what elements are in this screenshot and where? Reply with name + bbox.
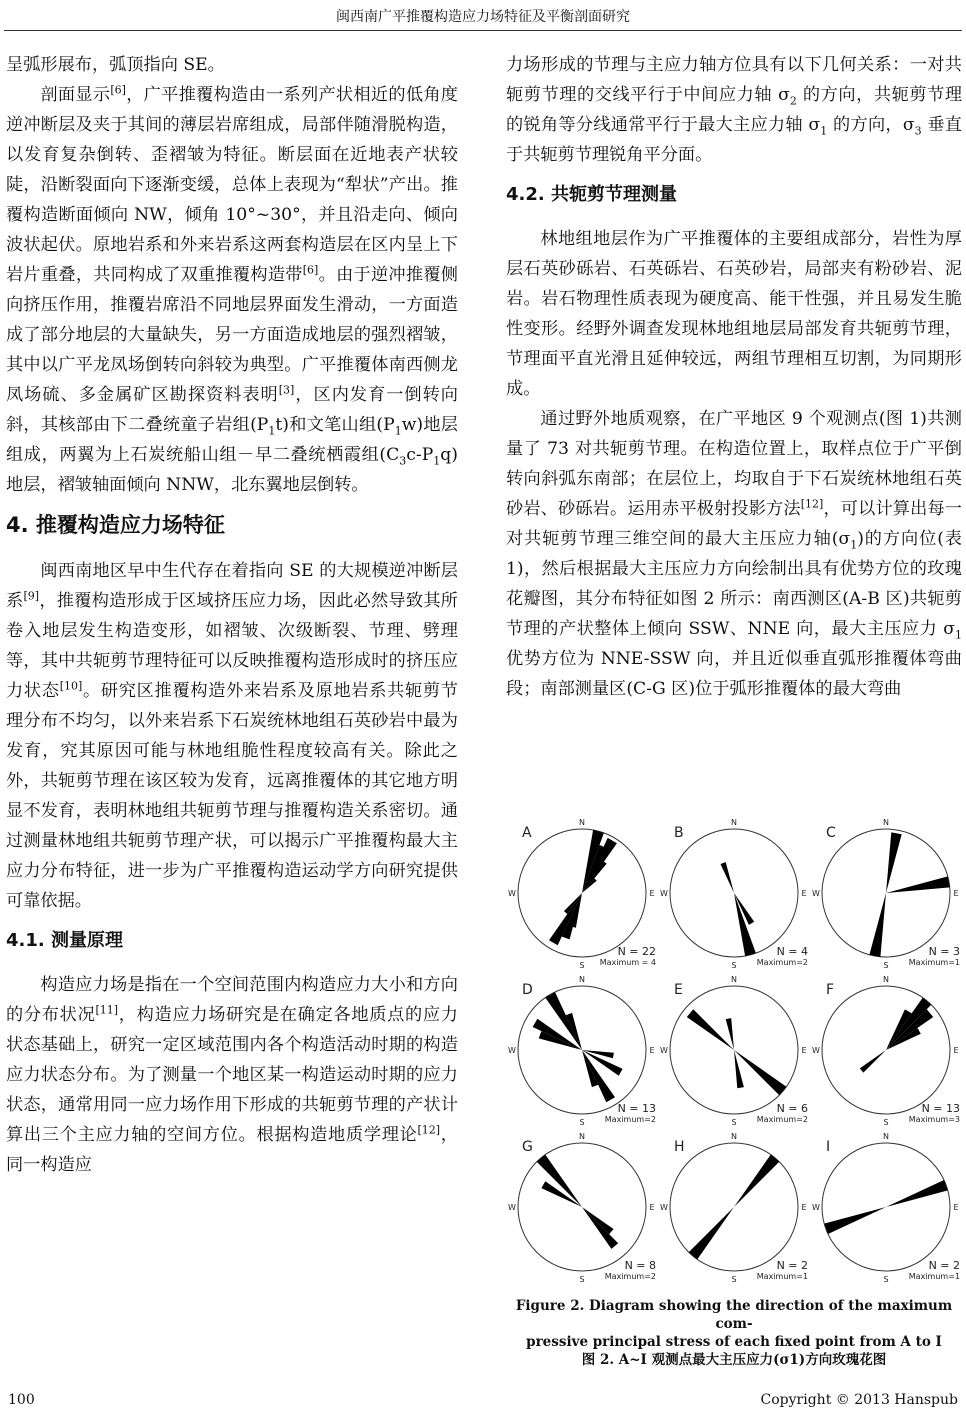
paragraph: 林地组地层作为广平推覆体的主要组成部分，岩性为厚层石英砂砾岩、石英砾岩、石英砂岩，局部夹有粉砂岩、泥岩。岩石物理性质表现为硬度高、能干性强，并且易发生脆性变形。经野外调查发现林地组地层局部发育共轭剪节理，节理面平直光滑且延伸较远，两组节理相互切割，为同期形成。 [506, 229, 962, 399]
west-label: W [812, 889, 820, 898]
rose-count: N = 13 [921, 1102, 960, 1115]
north-label: N [731, 1132, 737, 1141]
west-label: W [508, 1203, 516, 1212]
east-label: E [649, 1203, 655, 1212]
rose-petal [824, 1207, 886, 1234]
paragraph: 通过野外地质观察，在广平地区 9 个观测点(图 1)共测量了 73 对共轭剪节理。在构造位置上，取样点位于广平倒转向斜弧东南部；在层位上，均取自于下石炭统林地组石英砂岩、砂砾岩。运用赤平极射投影方法[12]，可以计算出每一对共轭剪节理三维空间的最大主压应力轴$(\sigma_1)$的方向位(表 1)，然后根据最大主压应力方向绘制出具有优势方位的玫瑰花瓣图，其分布特征如图 2 所示：南西测区(A-B 区)共轭剪节理的产状整体上倾向 SSW、NNE 向，最大主压应力 $\sigma_1$ 优势方位为 NNE-SSW 向，并且近似垂直弧形推覆体弯曲段；南部测量区(C-G 区)位于弧形推覆体的最大弯曲 [506, 409, 962, 699]
rose-count: N = 3 [928, 945, 960, 958]
south-label: S [731, 1118, 737, 1127]
rose-petal [869, 893, 886, 957]
rose-maximum: Maximum=1 [908, 1272, 960, 1281]
rose-petal [687, 1009, 734, 1050]
rose-maximum: Maximum=1 [756, 1272, 808, 1281]
north-label: N [883, 975, 889, 984]
rose-petal [734, 893, 756, 956]
caption-zh: 图 2. A~I 观测点最大主压应力(σ1)方向玫瑰花图 [581, 1352, 887, 1368]
rose-label: G [522, 1139, 533, 1155]
citation[interactable]: [6] [110, 83, 126, 97]
west-label: W [508, 889, 516, 898]
rose-petal [562, 893, 582, 939]
rose-label: C [826, 825, 836, 841]
east-label: E [801, 1203, 807, 1212]
west-label: W [660, 1046, 668, 1055]
paragraph: 构造应力场是指在一个空间范围内构造应力大小和方向的分布状况[11]，构造应力场研究是在确定各地质点的应力状态基础上，研究一定区域范围内各个构造活动时期的构造应力状态分布。为了测量一个地区某一构造运动时期的应力状态，通常用同一应力场作用下形成的共轭剪节理的产状计算出三个主应力轴的空间方位。根据构造地质学理论[12]，同一构造应 [6, 975, 458, 1175]
right-column [506, 50, 962, 704]
rose-petal [582, 1207, 618, 1249]
section-heading: 4. 推覆构造应力场特征 [6, 513, 225, 537]
west-label: W [660, 889, 668, 898]
north-label: N [883, 1132, 889, 1141]
rose-maximum: Maximum=2 [604, 1115, 656, 1124]
east-label: E [649, 889, 655, 898]
rose-label: D [522, 982, 533, 998]
citation[interactable]: [12] [800, 497, 824, 511]
rose-maximum: Maximum=2 [756, 1115, 808, 1124]
running-header: 闽西南广平推覆构造应力场特征及平衡剖面研究 [336, 9, 630, 25]
west-label: W [660, 1203, 668, 1212]
rose-count: N = 22 [617, 945, 656, 958]
rose-maximum: Maximum=2 [604, 1272, 656, 1281]
west-label: W [508, 1046, 516, 1055]
north-label: N [883, 818, 889, 827]
caption-en-line2: pressive principal stress of each fixed point from A to I [526, 1334, 942, 1350]
south-label: S [883, 961, 889, 970]
west-label: W [812, 1046, 820, 1055]
east-label: E [649, 1046, 655, 1055]
north-label: N [731, 818, 737, 827]
citation[interactable]: [3] [278, 383, 295, 397]
east-label: E [953, 1046, 959, 1055]
south-label: S [579, 1118, 585, 1127]
paragraph: 呈弧形展布，弧顶指向 SE。 [6, 55, 225, 75]
rose-petal [886, 998, 931, 1050]
south-label: S [731, 1275, 737, 1284]
west-label: W [812, 1203, 820, 1212]
rose-label: F [826, 982, 835, 998]
rose-label: H [674, 1139, 685, 1155]
rose-maximum: Maximum=1 [908, 958, 960, 967]
north-label: N [579, 818, 585, 827]
rose-petal [689, 1207, 734, 1259]
page-number: 100 [8, 1392, 35, 1408]
rose-petal [726, 1018, 734, 1050]
south-label: S [883, 1118, 889, 1127]
paragraph: 力场形成的节理与主应力轴方位具有以下几何关系：一对共轭剪节理的交线平行于中间应力轴 $\sigma_2$ 的方向，共轭剪节理的锐角等分线通常平行于最大主应力轴 $\sigma_1$ 的方向，$\sigma_3$ 垂直于共轭剪节理锐角平分面。 [506, 55, 963, 165]
rose-petal [721, 862, 735, 893]
north-label: N [579, 1132, 585, 1141]
rose-petal [886, 876, 950, 893]
rose-count: N = 4 [776, 945, 808, 958]
rose-label: A [522, 825, 532, 841]
rose-count: N = 13 [617, 1102, 656, 1115]
left-column [6, 50, 458, 1180]
south-label: S [579, 1275, 585, 1284]
rose-petal [886, 832, 902, 893]
citation[interactable]: [6] [302, 263, 319, 277]
rose-label: B [674, 825, 684, 841]
east-label: E [953, 1203, 959, 1212]
rose-diagram-figure [506, 815, 962, 1287]
north-label: N [579, 975, 585, 984]
rose-petal [734, 1155, 779, 1207]
rose-count: N = 8 [624, 1259, 656, 1272]
copyright: Copyright © 2013 Hanspub [760, 1392, 958, 1408]
rose-petal [582, 1207, 614, 1234]
south-label: S [731, 961, 737, 970]
rose-maximum: Maximum = 4 [599, 958, 656, 967]
rose-petal [734, 1050, 786, 1095]
north-label: N [731, 975, 737, 984]
rose-petal [537, 1155, 582, 1207]
figure-caption [506, 1297, 962, 1369]
rose-label: I [826, 1139, 831, 1155]
rose-label: E [674, 982, 683, 998]
rose-count: N = 2 [928, 1259, 960, 1272]
citation[interactable]: [12] [417, 1123, 441, 1137]
south-label: S [579, 961, 585, 970]
rose-count: N = 2 [776, 1259, 808, 1272]
subsection-heading: 4.1. 测量原理 [6, 930, 123, 951]
rose-diagram-grid [506, 815, 962, 1287]
rose-petal [886, 1180, 948, 1207]
rose-petal [860, 1050, 886, 1073]
rose-maximum: Maximum=2 [756, 958, 808, 967]
header-rule [4, 30, 962, 31]
paragraph: 剖面显示[6]，广平推覆构造由一系列产状相近的低角度逆冲断层及夹于其间的薄层岩席组成，局部伴随滑脱构造，以发育复杂倒转、歪褶皱为特征。断层面在近地表产状较陡，沿断裂面向下逐渐变缓，总体上表现为“犁状”产出。推覆构造断面倾向 NW，倾角 10°~30°，并且沿走向、倾向波状起伏。原地岩系和外来岩系这两套构造层在区内呈上下岩片重叠，共同构成了双重推覆构造带[6]。由于逆冲推覆侧向挤压作用，推覆岩席沿不同地层界面发生滑动，一方面造成了部分地层的大量缺失，另一方面造成地层的强烈褶皱，其中以广平龙凤场倒转向斜较为典型。广平推覆体南西侧龙凤场硫、多金属矿区勘探资料表明[3]，区内发育一倒转向斜，其核部由下二叠统童子岩组$(P_1t)$和文笔山组$(P_1w)$地层组成，两翼为上石炭统船山组－早二叠统栖霞组$(C_3c-P_1q)$地层，褶皱轴面倾向 NNW，北东翼地层倒转。 [6, 83, 458, 495]
east-label: E [953, 889, 959, 898]
rose-petal [734, 1050, 744, 1088]
rose-maximum: Maximum=3 [908, 1115, 960, 1124]
citation[interactable]: [10] [59, 679, 83, 693]
rose-count: N = 6 [776, 1102, 808, 1115]
paragraph: 闽西南地区早中生代存在着指向 SE 的大规模逆冲断层系[9]，推覆构造形成于区域挤压应力场，因此必然导致其所卷入地层发生构造变形，如褶皱、次级断裂、节理、劈理等，其中共轭剪节理特征可以反映推覆构造形成时的挤压应力状态[10]。研究区推覆构造外来岩系及原地岩系共轭剪节理分布不均匀，以外来岩系下石炭统林地组石英砂岩中最为发育，究其原因可能与林地组脆性程度较高有关。除此之外，共轭剪节理在该区较为发育，远离推覆体的其它地方明显不发育，表明林地组共轭剪节理与推覆构造关系密切。通过测量林地组共轭剪节理产状，可以揭示广平推覆构最大主应力分布特征，进一步为广平推覆构造运动学方向研究提供可靠依据。 [6, 561, 458, 911]
citation[interactable]: [11] [95, 1003, 119, 1017]
caption-en-line1: Figure 2. Diagram showing the direction of the maximum com- [515, 1298, 953, 1332]
east-label: E [801, 1046, 807, 1055]
citation[interactable]: [9] [23, 589, 40, 603]
subsection-heading: 4.2. 共轭剪节理测量 [506, 184, 677, 205]
south-label: S [883, 1275, 889, 1284]
east-label: E [801, 889, 807, 898]
